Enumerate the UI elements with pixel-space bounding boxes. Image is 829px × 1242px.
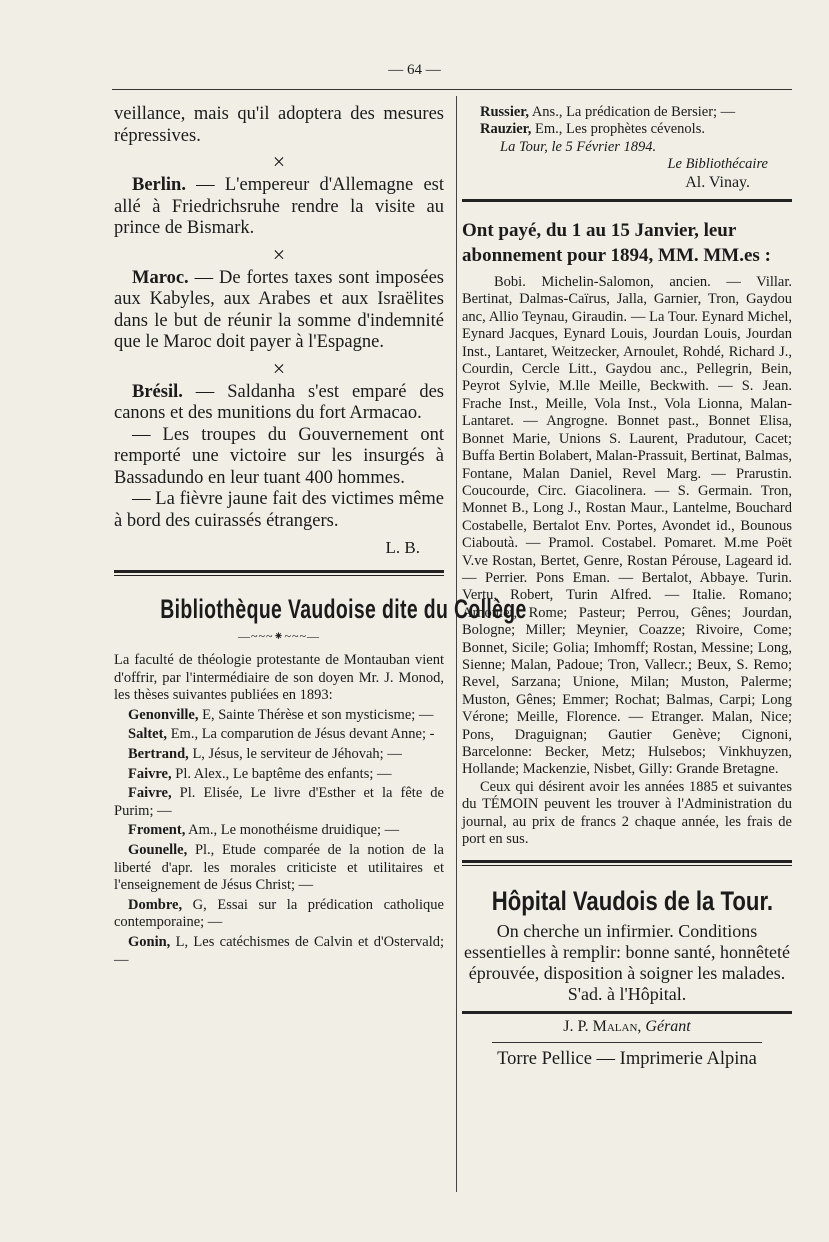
section-rule — [114, 575, 444, 576]
thesis-title: Pl. Alex., Le baptême des enfants; — — [171, 765, 392, 782]
thesis-author: Saltet, — [128, 726, 168, 743]
thesis-title: G, Essai sur la prédication catholique contemporaine; — — [114, 896, 444, 931]
library-title: Bibliothèque Vaudoise dite du Collège — [160, 594, 527, 624]
section-separator: × — [272, 149, 286, 174]
thesis-entry — [114, 746, 444, 764]
thesis-author: Bertrand, — [128, 745, 189, 762]
date-line: La Tour, le 5 Février 1894. — [500, 138, 657, 155]
thesis-author: Rauzier, — [480, 121, 532, 138]
column-divider — [456, 96, 457, 1192]
thesis-entry — [462, 104, 792, 121]
thesis-author: Dombre, — [128, 896, 183, 913]
section-rule — [462, 1011, 792, 1014]
news-berlin — [114, 175, 444, 240]
thesis-entry — [114, 897, 444, 932]
news-text: — Saldanha s'est emparé des canons et des munitions du fort Armacao. — [114, 381, 444, 423]
news-heading: Brésil. — [132, 381, 183, 402]
thesis-title: Pl., Etude comparée de la notion de la liberté d'apr. les morales criticiste et utilitaires et l'enseignement de Jésus Christ; — — [114, 841, 444, 894]
news-text: — De fortes taxes sont imposées aux Kabyles, aux Arabes et aux Israëlites dans le but de réunir la somme d'indemnité que le Maroc doit payer à l'Espagne. — [114, 267, 444, 352]
section-rule — [462, 860, 792, 863]
thesis-entry — [114, 707, 444, 725]
thesis-title: Em., La comparution de Jésus devant Anne; - — [167, 726, 435, 743]
subscribers-list: Bobi. Michelin-Salomon, ancien. — Villar. Bertinat, Dalmas-Caïrus, Jalla, Garnier, Tron, Gaydou anc, Allio Teynau, Giraudin. — La Tour. Eynard Michel, Eynard Jacques, Eynard Louis, Jourdan Louis, Jourdan Inst., Lantaret, Weitzecker, Arnoulet, Rohdé, Richard J., Courdin, Cercle Litt., Gaydou anc., Pellegrin, Bein, Peyrot Sylvie, M.lle Meille, Beckwith. — S. Jean. Frache Inst., Meille, Vola Inst., Vola Lionna, Malan-Lantaret. — Angrogne. Bonnet past., Bonnet Elisa, Bonnet Marie, Unions S. Laurent, Pradutour, Cacet; Buffa Bertin Bolabert, Malan-Prassuit, Bertinat, Balmas, Fontane, Malan Daniel, Revel Marg. — Prarustin. Coucourde, Circ. Giacolinera. — S. Germain. Tron, Monnet B., Long J., Rostan Maur., Lantelme, Bouchard Costabelle, Bertalot Env. Portes, Avondet id., Bounous Ciaboutà. — Pramol. Costabel. Pomaret. M.me Poët V.ve Rostan, Bertet, Genre, Rostan Pérouse, Lageard id. — Perrier. Pons Eman. — Bertalot, Abbaye. Turin. Vertu, Robert, Turin Alfred. — Italie. Romano; Arnoulet, Rome; Pasteur; Perrou, Gênes; Jourdan, Bologne; Miller; Meynier, Coazze; Rivoire, Come; Bonnet, Sicile; Golia; Imhomff; Rostan, Messine; Long, Sienne; Malan, Padoue; Tron, Vallecr.; Beux, S. Remo; Revel, Sarzana; Unione, Milan; Muston, Palerme; Muston, Gênes; Emmer; Rochat; Balmas, Carpi; Long Vérone; Meille, Florence. — Etranger. Malan, Nice; Pons, Draguignan; Gautier Genève; Cignoni, Barcelonne: Becker, Metz; Hulsebos; Vinkhuyzen, Hollande; Mackenzie, Nisbet, Gilly: Grande Bretagne. — [462, 274, 792, 778]
news-heading: Berlin. — [132, 175, 186, 195]
thesis-author: Gounelle, — [128, 841, 188, 858]
section-separator: × — [272, 241, 286, 267]
thesis-title: L, Jésus, le serviteur de Jéhovah; — — [188, 745, 402, 762]
thesis-title: L, Les catéchismes de Calvin et d'Ostervald; — — [114, 933, 444, 968]
news-text: — L'empereur d'Allemagne est allé à Friedrichsruhe rendre la visite au prince de Bismark. — [114, 175, 444, 238]
news-paragraph: veillance, mais qu'il adoptera des mesures répressives. — [114, 104, 444, 146]
thesis-entry — [114, 822, 444, 840]
thesis-entry — [462, 121, 792, 138]
thesis-author: Gonin, — [128, 933, 171, 950]
hospital-notice: On cherche un infirmier. Conditions essentielles à remplir: bonne santé, honnêteté éprouvée, disposition à soigner les malades. S'ad. à l'Hôpital. — [464, 921, 790, 1005]
thesis-author: Froment, — [128, 822, 186, 839]
printer-line: Torre Pellice — Imprimerie Alpina — [497, 1049, 757, 1070]
section-rule — [114, 570, 444, 573]
right-column — [462, 104, 792, 1070]
news-paragraph: — Les troupes du Gouvernement ont remporté une victoire sur les insurgés à Bassadundo en leur tuant 400 hommes. — [114, 424, 444, 488]
ornament-divider: —~~~⁕~~~— — [237, 629, 320, 643]
thesis-entry — [114, 726, 444, 744]
manager-line — [462, 1018, 792, 1036]
manager-name: J. P. Malan, — [563, 1018, 642, 1036]
subscribers-note: Ceux qui désirent avoir les années 1885 et suivantes du TÉMOIN peuvent les trouver à l'Administration du journal, au prix de francs 2 chaque année, les frais de port en sus. — [462, 778, 792, 848]
manager-role: Gérant — [645, 1018, 691, 1036]
thesis-entry — [114, 785, 444, 820]
librarian-title: Le Bibliothécaire — [667, 156, 768, 173]
thesis-entry — [114, 842, 444, 895]
thesis-author: Faivre, — [128, 785, 172, 802]
thesis-entry — [114, 934, 444, 969]
theses-list — [114, 707, 444, 969]
thesis-author: Faivre, — [128, 765, 172, 782]
page-number: — 64 — — [388, 62, 441, 78]
section-separator: × — [272, 355, 286, 381]
news-heading: Maroc. — [132, 267, 189, 288]
top-rule — [112, 89, 792, 90]
section-rule — [462, 199, 792, 202]
news-maroc — [114, 268, 444, 354]
thesis-title: Pl. Elisée, Le livre d'Esther et la fête de Purim; — — [114, 785, 444, 819]
thesis-title: Em., Les prophètes cévenols. — [531, 121, 705, 138]
thesis-title: Am., Le monothéisme druidique; — — [185, 822, 400, 839]
signature: L. B. — [385, 538, 420, 557]
news-bresil — [114, 382, 444, 425]
hospital-title: Hôpital Vaudois de la Tour. — [491, 886, 774, 917]
thesis-author: Russier, — [480, 104, 530, 120]
thesis-title: E, Sainte Thérèse et son mysticisme; — — [198, 706, 434, 723]
subscribers-heading: Ont payé, du 1 au 15 Janvier, leur abonnement pour 1894, MM. MM.es : — [462, 220, 771, 267]
library-intro: La faculté de théologie protestante de Montauban vient d'offrir, par l'intermédiaire de son doyen Mr. J. Monod, les thèses suivantes publiées en 1893: — [114, 652, 444, 704]
footer-rule — [492, 1042, 762, 1043]
librarian-name: Al. Vinay. — [685, 173, 750, 191]
theses-list-continued — [462, 104, 792, 139]
thesis-entry — [114, 766, 444, 784]
news-paragraph: — La fièvre jaune fait des victimes même à bord des cuirassés étrangers. — [114, 489, 444, 531]
section-rule — [462, 865, 792, 866]
thesis-author: Genonville, — [128, 706, 199, 723]
thesis-title: Ans., La prédication de Bersier; — — [529, 104, 736, 120]
